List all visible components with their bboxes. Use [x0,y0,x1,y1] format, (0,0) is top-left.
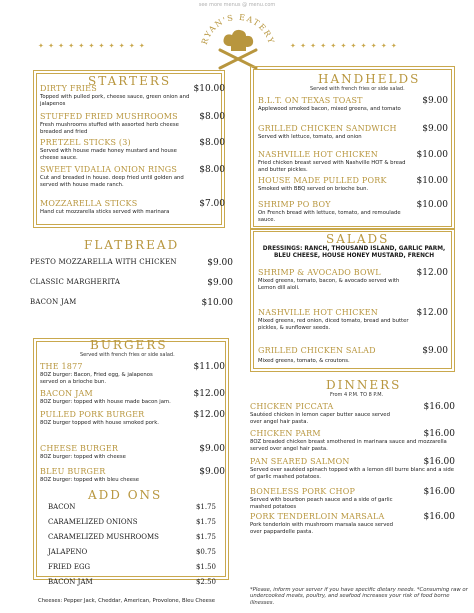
item-price: $9.00 [199,444,225,454]
item-description: Applewood smoked bacon, mixed greens, and tomato [258,106,401,112]
item-description: Pork tenderloin with mushroom marsala sauce served over pappardelle pasta. [250,522,393,535]
item-price: $10.00 [201,298,233,308]
decorative-stars-right: ✦ ✦ ✦ ✦ ✦ ✦ ✦ ✦ ✦ ✦ ✦ [290,42,398,50]
burgers-list [40,362,225,482]
addon-price: $0.75 [195,548,216,556]
item-name: B.L.T. ON TEXAS TOAST [258,96,363,105]
logo-text: RYAN'S EATERY [199,12,277,46]
item-price: $10.00 [416,176,448,186]
dinners-title: DINNERS [326,378,402,392]
addon-name: JALAPENO [48,548,88,556]
item-name: NASHVILLE HOT CHICKEN [258,308,378,317]
item-description: Served with house made honey mustard and house cheese sauce. [40,148,177,161]
item-price: $16.00 [423,402,455,412]
item-price: $16.00 [423,487,455,497]
item-name: PRETZEL STICKS (3) [40,138,131,147]
item-name: MOZZARELLA STICKS [40,199,138,208]
flatbread-list [30,258,233,318]
item-description: Sautéed chicken in lemon caper butter sauce served over angel hair pasta. [250,412,390,425]
item-price: $16.00 [423,512,455,522]
addon-price: $1.75 [195,533,216,541]
item-price: $16.00 [423,457,455,467]
item-name: HOUSE MADE PULLED PORK [258,176,387,185]
item-name: BONELESS PORK CHOP [250,487,356,496]
item-price: $12.00 [416,268,448,278]
item-description: 8OZ breaded chicken breast smothered in marinara sauce and mozzarella served over angel hair pasta. [250,439,447,452]
addon-name: FRIED EGG [48,563,91,571]
item-description: 8OZ burger: topped with bleu cheese [40,477,140,483]
item-description: Smoked with BBQ served on brioche bun. [258,186,369,192]
cheese-options: Cheeses: Pepper Jack, Cheddar, American, Provolone, Bleu Cheese [38,598,215,604]
item-description: Served with lettuce, tomato, and onion [258,134,362,140]
starters-title: STARTERS [88,74,172,88]
item-name: THE 1877 [40,362,83,371]
addons-list [48,503,216,593]
item-description: Mixed greens, tomato, & croutons. [258,358,350,364]
item-price: $11.00 [193,362,225,372]
item-price: $9.00 [422,124,448,134]
item-name: DIRTY FRIES [40,84,97,93]
item-price: $16.00 [423,429,455,439]
item-price: $12.00 [416,308,448,318]
dinners-subtitle: From 4 P.M. TO 8 P.M. [330,392,384,398]
item-name: BLEU BURGER [40,467,106,476]
addon-price: $1.75 [195,503,216,511]
item-name: GRILLED CHICKEN SALAD [258,346,376,355]
item-price: $8.00 [199,165,225,175]
addon-name: BACON [48,503,76,511]
item-description: 8OZ burger topped with house smoked pork. [40,420,159,426]
item-name: PESTO MOZZARELLA WITH CHICKEN [30,258,177,266]
handhelds-subtitle: Served with french fries or side salad. [310,86,405,92]
salads-list [258,268,448,368]
decorative-stars-left: ✦ ✦ ✦ ✦ ✦ ✦ ✦ ✦ ✦ ✦ ✦ [38,42,146,50]
item-description: Served with bourbon peach sauce and a side of garlic mashed potatoes [250,497,393,510]
item-price: $8.00 [199,112,225,122]
item-price: $9.00 [422,96,448,106]
item-price: $10.00 [193,84,225,94]
item-name: CHICKEN PARM [250,429,321,438]
item-description: 8OZ burger: Bacon, Fried egg, & jalapenos served on a brioche bun. [40,372,153,385]
item-description: Cut and breaded in house. deep fried until golden and served with house made ranch. [40,175,184,188]
item-description: Mixed greens, red onion, diced tomato, bread and butter pickles, & sunflower seeds. [258,318,409,331]
item-description: Fresh mushrooms stuffed with assorted herb cheese breaded and fried [40,122,179,135]
item-name: SHRIMP PO BOY [258,200,331,209]
item-name: SWEET VIDALIA ONION RINGS [40,165,178,174]
item-price: $9.00 [422,346,448,356]
item-description: Topped with pulled pork, cheese sauce, green onion and jalapenos [40,94,190,107]
item-description: On French bread with lettuce, tomato, and remoulade sauce. [258,210,401,223]
item-name: CHEESE BURGER [40,444,119,453]
addon-name: BACON JAM [48,578,93,586]
item-name: CHICKEN PICCATA [250,402,334,411]
item-description: Hand cut mozzarella sticks served with marinara [40,209,170,215]
item-price: $9.00 [199,467,225,477]
addons-title: ADD ONS [88,488,163,502]
item-name: PORK TENDERLOIN MARSALA [250,512,385,521]
addon-price: $2.50 [195,578,216,586]
item-price: $8.00 [199,138,225,148]
watermark: see more menus @ menu.com [198,2,276,8]
handhelds-list [258,96,448,226]
burgers-subtitle: Served with french fries or side salad. [80,352,175,358]
item-description: Served over sautéed spinach topped with a lemon dill burre blanc and a side of garlic mashed potatoes. [250,467,454,480]
dinners-list [250,402,455,582]
item-price: $12.00 [193,389,225,399]
salads-title: SALADS [326,232,390,246]
burgers-title: BURGERS [90,338,168,352]
item-price: $10.00 [416,200,448,210]
item-name: BACON JAM [30,298,77,306]
addon-name: CARAMELIZED MUSHROOMS [48,533,159,541]
item-name: STUFFED FRIED MUSHROOMS [40,112,178,121]
item-name: GRILLED CHICKEN SANDWICH [258,124,397,133]
item-description: Fried chicken breast served with Nashville HOT & bread and butter pickles. [258,160,406,173]
item-price: $7.00 [199,199,225,209]
item-price: $10.00 [416,150,448,160]
addon-name: CARAMELIZED ONIONS [48,518,138,526]
item-name: PAN SEARED SALMON [250,457,350,466]
item-price: $9.00 [207,278,233,288]
handhelds-title: HANDHELDS [318,72,421,86]
addon-price: $1.50 [195,563,216,571]
item-name: BACON JAM [40,389,93,398]
item-description: 8OZ burger: topped with cheese [40,454,126,460]
item-name: SHRIMP & AVOCADO BOWL [258,268,381,277]
item-name: CLASSIC MARGHERITA [30,278,121,286]
item-description: Mixed greens, tomato, bacon, & avocado served with Lemon dill aioli. [258,278,400,291]
addon-price: $1.75 [195,518,216,526]
dietary-note: *Please, inform your server if you have specific dietary needs. *Consuming raw or undercooked meats, poultry, and seafood increases your risk of food borne illnesses. [250,587,468,606]
flatbread-title: FLATBREAD [84,238,180,252]
starters-list [40,84,225,224]
item-price: $12.00 [193,410,225,420]
salad-dressings: DRESSINGS: RANCH, THOUSAND ISLAND, GARLIC PARM, BLEU CHEESE, HOUSE HONEY MUSTARD, FRENCH [262,246,446,259]
item-name: NASHVILLE HOT CHICKEN [258,150,378,159]
item-description: 8OZ burger: topped with house made bacon jam. [40,399,171,405]
item-price: $9.00 [207,258,233,268]
item-name: PULLED PORK BURGER [40,410,145,419]
